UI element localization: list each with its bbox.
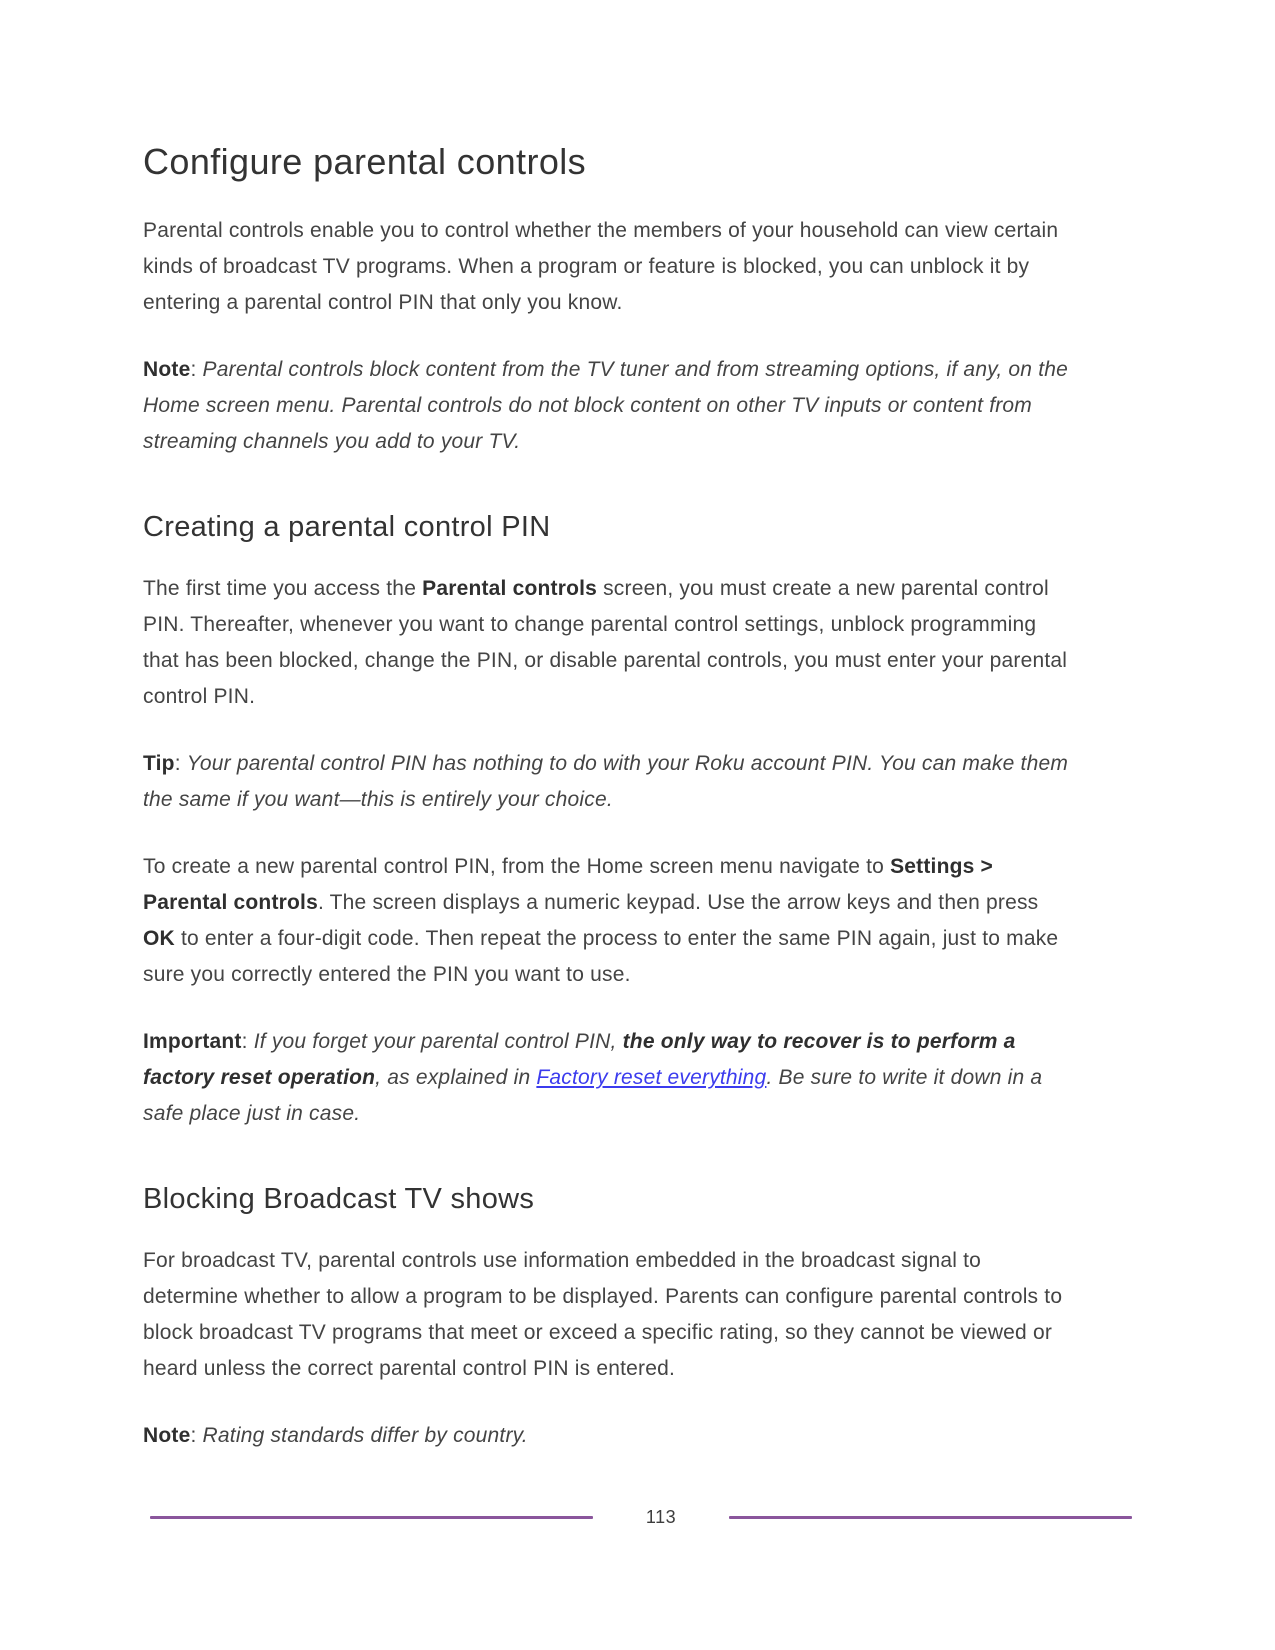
note-text: Parental controls block content from the TV tuner and from streaming options, if any, on the Home screen menu. Parental controls do not block content on other TV inputs or content from streaming channels you add to your TV.	[143, 358, 1068, 454]
important-separator: :	[241, 1029, 254, 1053]
tip-paragraph	[143, 746, 1075, 818]
section-heading-creating-pin: Creating a parental control PIN	[143, 511, 551, 544]
note-text: Rating standards differ by country.	[202, 1423, 528, 1447]
page-footer	[0, 1500, 1275, 1534]
important-paragraph	[143, 1024, 1075, 1132]
bold-ok-button: OK	[143, 926, 175, 950]
important-text: If you forget your parental control PIN,	[253, 1029, 623, 1053]
paragraph-text: The first time you access the	[143, 576, 423, 600]
creating-pin-paragraph-2	[143, 849, 1075, 993]
important-label: Important	[143, 1029, 242, 1053]
intro-paragraph: Parental controls enable you to control whether the members of your household can view certain kinds of broadcast TV programs. When a program or feature is blocked, you can unblock it by entering a parental control PIN that only you know.	[143, 219, 1059, 315]
important-text: . Be sure to write it down in a safe place just in case.	[143, 1065, 1043, 1125]
paragraph-text: to enter a four-digit code. Then repeat the process to enter the same PIN again, just to make sure you correctly entered the PIN you want to use.	[143, 926, 1059, 986]
note-paragraph	[143, 352, 1075, 460]
bold-settings-path: Settings > Parental controls	[143, 854, 994, 914]
tip-text: Your parental control PIN has nothing to do with your Roku account PIN. You can make them the same if you want—this is entirely your choice.	[143, 751, 1069, 811]
factory-reset-everything-link[interactable]: Factory reset everything	[536, 1065, 767, 1089]
important-bold-italic-text: the only way to recover is to perform a factory reset operation	[143, 1029, 1016, 1089]
page-title: Configure parental controls	[143, 141, 587, 182]
footer-rule-right	[729, 1516, 1132, 1519]
footer-rule-left	[150, 1516, 593, 1519]
rating-note-paragraph	[143, 1418, 1075, 1454]
paragraph-text: . The screen displays a numeric keypad. Use the arrow keys and then press	[317, 890, 1039, 914]
tip-separator: :	[174, 751, 187, 775]
page-number: 113	[645, 1506, 677, 1527]
note-label: Note	[143, 358, 191, 382]
blocking-tv-paragraph: For broadcast TV, parental controls use information embedded in the broadcast signal to determine whether to allow a program to be displayed. Parents can configure parental controls to block broadcast TV programs that meet or exceed a specific rating, so they cannot be viewed or heard unless the correct parental control PIN is entered.	[143, 1248, 1063, 1380]
note-label: Note	[143, 1423, 191, 1447]
section-heading-blocking-tv: Blocking Broadcast TV shows	[143, 1182, 535, 1215]
important-text: , as explained in	[375, 1065, 537, 1089]
paragraph-text: screen, you must create a new parental control PIN. Thereafter, whenever you want to change parental control settings, unblock programming that has been blocked, change the PIN, or disable parental controls, you must enter your parental control PIN.	[143, 576, 1068, 708]
note-separator: :	[190, 358, 203, 382]
page-content	[143, 140, 1075, 1485]
tip-label: Tip	[143, 751, 175, 775]
paragraph-text: To create a new parental control PIN, from the Home screen menu navigate to	[143, 854, 891, 878]
creating-pin-paragraph-1	[143, 571, 1075, 715]
note-separator: :	[190, 1423, 203, 1447]
bold-parental-controls: Parental controls	[422, 576, 598, 600]
